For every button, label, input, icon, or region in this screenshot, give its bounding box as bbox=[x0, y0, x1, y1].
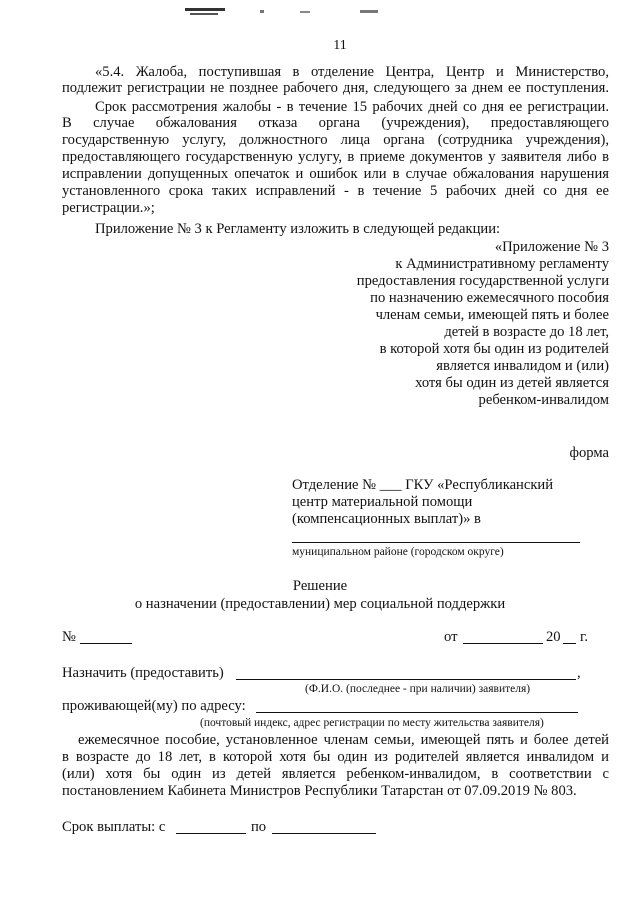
assign-comma: , bbox=[577, 665, 581, 681]
appendix-header-line: к Административному регламенту bbox=[395, 256, 609, 272]
date-from-label: от bbox=[444, 629, 458, 645]
appendix-header-line: предоставления государственной услуги bbox=[356, 273, 609, 289]
appendix-header-line: «Приложение № 3 bbox=[494, 239, 609, 255]
benefit-line1: ежемесячное пособие, установленное членам семьи, имеющей пять и более детей bbox=[78, 732, 609, 748]
applicant-name-field[interactable] bbox=[236, 679, 576, 680]
assign-label: Назначить (предоставить) bbox=[62, 665, 224, 681]
addressee-line3: (компенсационных выплат)» в bbox=[292, 511, 481, 527]
benefit-line3: (или) хотя бы один из детей является ребенком-инвалидом, в соответствии с bbox=[62, 766, 609, 782]
appendix-header-line: является инвалидом и (или) bbox=[436, 358, 609, 374]
addressee-line1: Отделение № ___ ГКУ «Республиканский bbox=[292, 477, 554, 493]
para-5-4-line1: «5.4. Жалоба, поступившая в отделение Центра, Центр и Министерство, bbox=[95, 64, 609, 80]
payment-to-label: по bbox=[251, 819, 267, 835]
para-5-4-line2: подлежит регистрации не позднее рабочего дня, следующего за днем ее поступления. bbox=[62, 80, 609, 96]
decision-title: Решение bbox=[292, 578, 348, 594]
addressee-line2: центр материальной помощи bbox=[292, 494, 473, 510]
para-term-line3: государственную услугу, должностного лица органа (сотрудника учреждения), bbox=[62, 132, 609, 148]
number-field[interactable] bbox=[80, 643, 132, 644]
para-term-line5: исправлении допущенных опечаток и ошибок или в случае обжалования нарушения bbox=[62, 166, 609, 182]
appendix-header-line: членам семьи, имеющей пять и более bbox=[375, 307, 609, 323]
address-label: проживающей(му) по адресу: bbox=[62, 698, 246, 714]
date-field[interactable] bbox=[463, 643, 543, 644]
payment-end-field[interactable] bbox=[272, 833, 376, 834]
number-label: № bbox=[62, 629, 76, 645]
payment-start-field[interactable] bbox=[176, 833, 246, 834]
payment-term-label: Срок выплаты: с bbox=[62, 819, 166, 835]
appendix-header-line: в которой хотя бы один из родителей bbox=[379, 341, 609, 357]
appendix-header-line: хотя бы один из детей является bbox=[415, 375, 609, 391]
benefit-line4: постановлением Кабинета Министров Республики Татарстан от 07.09.2019 № 803. bbox=[62, 783, 577, 799]
page-number: 11 bbox=[333, 38, 347, 53]
scan-artifact bbox=[150, 4, 410, 18]
appendix-header-line: детей в возрасте до 18 лет, bbox=[444, 324, 609, 340]
benefit-line2: в возрасте до 18 лет, в которой хотя бы один из родителей является инвалидом и bbox=[62, 749, 609, 765]
para-term-line6: установленного срока таких исправлений - в течение 5 рабочих дней со дня ее bbox=[62, 183, 609, 199]
appendix-header-line: ребенком-инвалидом bbox=[478, 392, 609, 408]
date-year-label: 20 bbox=[546, 629, 561, 645]
year-field[interactable] bbox=[563, 643, 576, 644]
applicant-name-caption: (Ф.И.О. (последнее - при наличии) заявителя) bbox=[305, 683, 531, 695]
appendix-header-line: по назначению ежемесячного пособия bbox=[370, 290, 609, 306]
date-suffix: г. bbox=[580, 629, 588, 645]
addressee-caption: муниципальном районе (городском округе) bbox=[292, 546, 504, 558]
addressee-district-field[interactable] bbox=[292, 542, 580, 543]
form-label: форма bbox=[569, 445, 609, 461]
para-term-line4: предоставляющего государственную услугу, в приеме документов у заявителя либо в bbox=[62, 149, 609, 165]
address-caption: (почтовый индекс, адрес регистрации по месту жительства заявителя) bbox=[200, 717, 544, 729]
address-field[interactable] bbox=[256, 712, 578, 713]
para-term-line7: регистрации.»; bbox=[62, 200, 155, 216]
para-term-line1: Срок рассмотрения жалобы - в течение 15 рабочих дней со дня ее регистрации. bbox=[95, 99, 609, 115]
appendix-intro: Приложение № 3 к Регламенту изложить в следующей редакции: bbox=[95, 221, 501, 237]
decision-subtitle: о назначении (предоставлении) мер социальной поддержки bbox=[134, 596, 506, 612]
para-term-line2: В случае обжалования отказа органа (учреждения), предоставляющего bbox=[62, 115, 609, 131]
